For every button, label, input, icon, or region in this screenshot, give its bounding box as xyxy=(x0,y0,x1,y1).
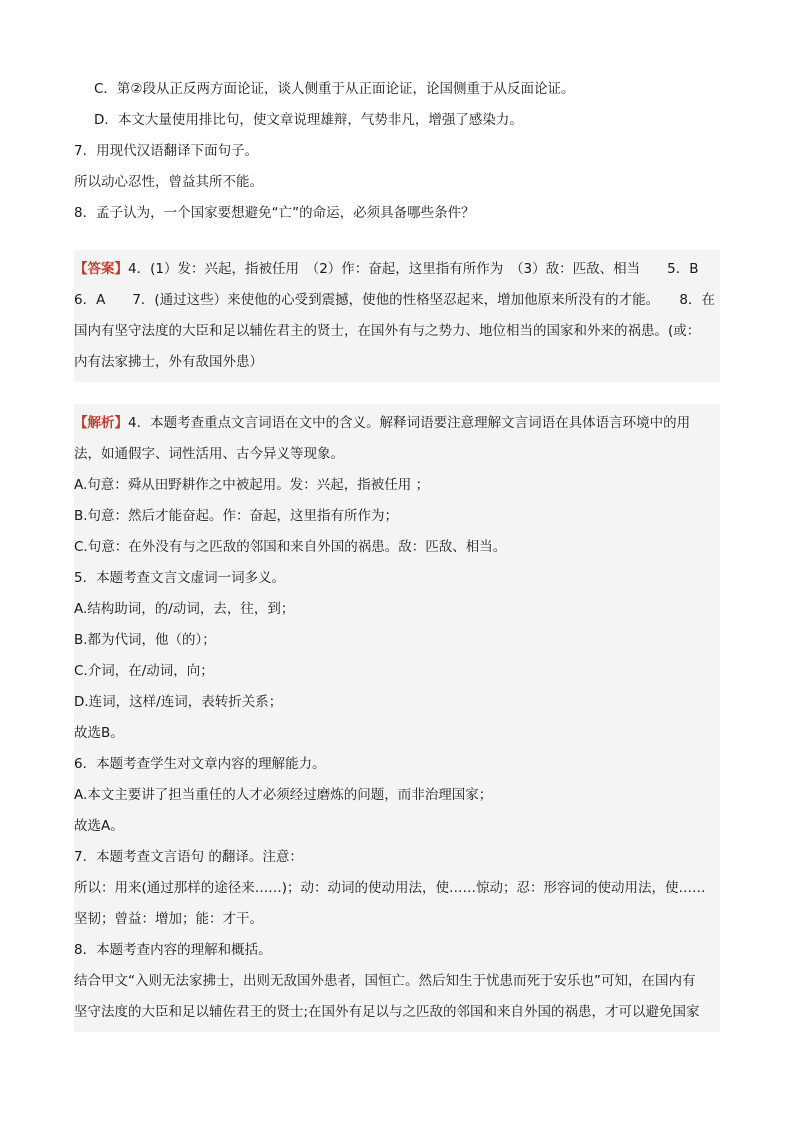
answer-line-4: 内有法家拂士，外有敌国外患） xyxy=(74,354,263,370)
analysis-line: 6．本题考查学生对文章内容的理解能力。 xyxy=(74,756,326,772)
analysis-line: D.连词，这样/连词，表转折关系； xyxy=(74,694,283,710)
analysis-line: C.句意：在外没有与之匹敌的邻国和来自外国的祸患。敌：匹敌、相当。 xyxy=(74,539,507,555)
question-7-sentence: 所以动心忍性，曾益其所不能。 xyxy=(74,174,263,190)
answer-line-1 xyxy=(74,254,720,285)
analysis-line: 坚韧；曾益：增加；能：才干。 xyxy=(74,911,263,927)
option-d: D．本文大量使用排比句，使文章说理雄辩，气势非凡，增强了感染力。 xyxy=(94,112,523,128)
answer-label: 【答案】 xyxy=(74,261,128,277)
analysis-line: 5．本题考查文言文虚词一词多义。 xyxy=(74,570,286,586)
question-7: 7．用现代汉语翻译下面句子。 xyxy=(74,143,259,159)
analysis-line: 结合甲文“入则无法家拂士，出则无敌国外患者，国恒亡。然后知生于忧患而死于安乐也”可知，在国内有 xyxy=(74,973,696,989)
analysis-line: B.句意：然后才能奋起。作：奋起，这里指有所作为； xyxy=(74,508,399,524)
analysis-line: 故选B。 xyxy=(74,725,124,741)
question-8: 8．孟子认为，一个国家要想避免“亡”的命运，必须具备哪些条件？ xyxy=(74,205,475,221)
analysis-section xyxy=(74,404,720,1032)
analysis-line: 8．本题考查内容的理解和概括。 xyxy=(74,942,272,958)
analysis-line: A.结构助词，的/动词，去，往，到； xyxy=(74,601,295,617)
analysis-line-1 xyxy=(74,408,720,439)
analysis-line: 所以：用来(通过那样的途径来……)；动：动词的使动用法，使……惊动；忍：形容词的使动用法，使…… xyxy=(74,880,706,896)
answer-text-1: 4．(1）发：兴起，指被任用 （2）作：奋起，这里指有所作为 （3）敌：匹敌、相当 5．B xyxy=(128,261,699,277)
analysis-line: C.介词，在/动词，向； xyxy=(74,663,214,679)
analysis-line: A.本文主要讲了担当重任的人才必须经过磨炼的问题，而非治理国家； xyxy=(74,787,493,803)
question-block xyxy=(74,78,720,224)
answer-line-3: 国内有坚守法度的大臣和足以辅佐君主的贤士，在国外有与之势力、地位相当的国家和外来的祸患。(或： xyxy=(74,323,701,339)
analysis-line: A.句意：舜从田野耕作之中被起用。发：兴起，指被任用 ； xyxy=(74,477,430,493)
analysis-text-1: 4．本题考查重点文言词语在文中的含义。解释词语要注意理解文言词语在具体语言环境中的用 xyxy=(128,415,691,431)
analysis-line: B.都为代词，他（的）； xyxy=(74,632,216,648)
analysis-label: 【解析】 xyxy=(74,415,128,431)
analysis-line: 坚守法度的大臣和足以辅佐君王的贤士;在国外有足以与之匹敌的邻国和来自外国的祸患，才可以避免国家 xyxy=(74,1004,700,1020)
analysis-line: 故选A。 xyxy=(74,818,124,834)
analysis-line: 7．本题考查文言语句 的翻译。注意： xyxy=(74,849,303,865)
answer-section xyxy=(74,250,720,382)
option-c: C．第②段从正反两方面论证，谈人侧重于从正面论证，论国侧重于从反面论证。 xyxy=(94,81,575,97)
document-page xyxy=(74,78,720,1032)
analysis-line: 法，如通假字、词性活用、古今异义等现象。 xyxy=(74,446,344,462)
answer-line-2: 6．A 7．(通过这些）来使他的心受到震撼，使他的性格坚忍起来，增加他原来所没有的才能。 8．在 xyxy=(74,292,716,308)
